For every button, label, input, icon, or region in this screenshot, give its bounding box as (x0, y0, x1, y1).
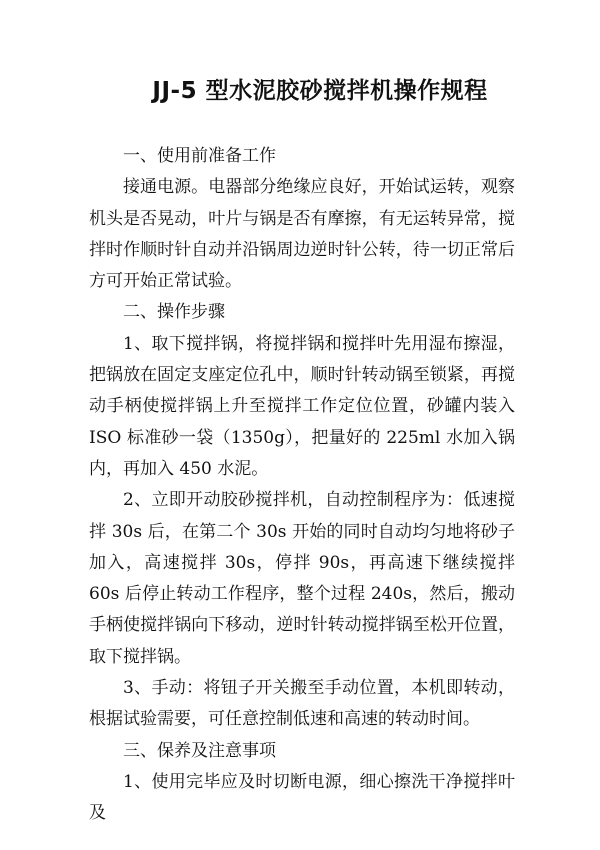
paragraph-step-1: 1、取下搅拌锅，将搅拌锅和搅拌叶先用湿布擦湿，把锅放在固定支座定位孔中，顺时针转动锅至锁紧，再搅动手柄使搅拌锅上升至搅拌工作定位位置，砂罐内装入 ISO 标准砂一袋（1350g），把量好的 225ml 水加入锅内，再加入 450 水泥。 (89, 333, 515, 479)
section-heading-maintenance: 三、保养及注意事项 (123, 740, 276, 761)
paragraph-step-3: 3、手动：将钮子开关搬至手动位置，本机即转动，根据试验需要，可任意控制低速和高速的转动时间。 (89, 678, 515, 730)
document-title: JJ-5 型水泥胶砂搅拌机操作规程 (152, 78, 488, 104)
paragraph-maintenance-1: 1、使用完毕应及时切断电源，细心擦洗干净搅拌叶及 (89, 771, 515, 824)
section-heading-preparation: 一、使用前准备工作 (123, 146, 276, 166)
paragraph-step-2: 2、立即开动胶砂搅拌机，自动控制程序为：低速搅拌 30s 后，在第二个 30s 开始的同时自动均匀地将砂子加入，高速搅拌 30s，停拌 90s，再高速下继续搅拌 60s 后停止转动工作程序，整个过程 240s，然后，搬动手柄使搅拌锅向下移动，逆时针转动搅拌锅至松开位置，取下搅拌锅。 (89, 490, 515, 667)
paragraph-power-on: 接通电源。电器部分绝缘应良好，开始试运转，观察机头是否晃动，叶片与锅是否有摩擦，有无运转异常，搅拌时作顺时针自动并沿锅周边逆时针公转，待一切正常后方可开始正常试验。 (89, 177, 515, 292)
document-body (89, 141, 515, 830)
section-heading-steps: 二、操作步骤 (123, 302, 225, 323)
